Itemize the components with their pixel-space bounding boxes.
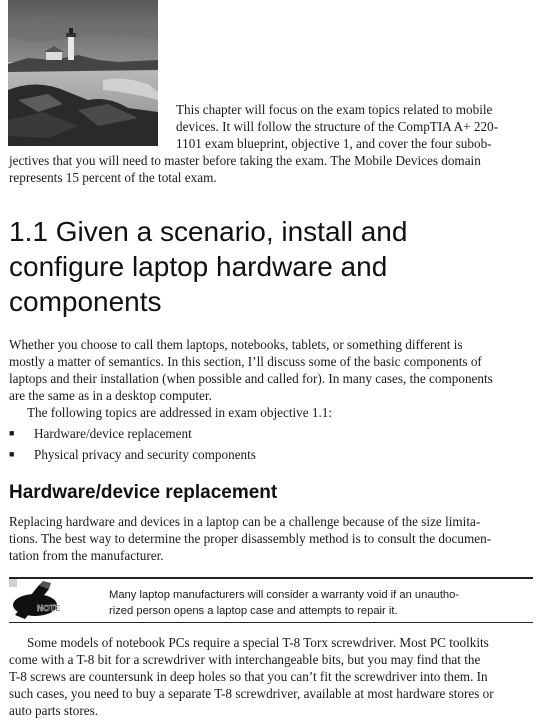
intro-text-right [176, 101, 532, 152]
paragraph-line: Some models of notebook PCs require a special T-8 Torx screwdriver. Most PC toolkits [27, 635, 489, 650]
chapter-photo [8, 0, 158, 146]
note-bottom-rule [9, 622, 533, 623]
list-item-text: Hardware/device replacement [34, 426, 192, 441]
subsection-heading: Hardware/device replacement [9, 482, 278, 503]
note-line: Many laptop manufacturers will consider a warranty void if an unautho- [109, 589, 460, 601]
paragraph-line: tation from the manufacturer. [9, 548, 164, 563]
paragraph-line: such cases, you need to buy a separate T-8 screwdriver, available at most hardware stores or [9, 686, 494, 701]
paragraph-line: auto parts stores. [9, 703, 98, 718]
heading-line: 1.1 Given a scenario, install and [9, 216, 408, 247]
section-paragraph [9, 336, 533, 421]
heading-line: components [9, 286, 162, 317]
list-item-text: Physical privacy and security components [34, 447, 256, 462]
section-heading [9, 214, 533, 319]
paragraph-line: Whether you choose to call them laptops, notebooks, tablets, or something different is [9, 337, 463, 352]
topics-list [9, 423, 533, 465]
paragraph-line: laptops and their installation (when possible and called for). In many cases, the components [9, 371, 493, 386]
intro-line: This chapter will focus on the exam topics related to mobile [176, 102, 493, 117]
paragraph-line: T-8 screws are countersunk in deep holes so that you can’t fit the screwdriver into them. In [9, 669, 488, 684]
paragraph-line: Replacing hardware and devices in a laptop can be a challenge because of the size limita- [9, 514, 481, 529]
paragraph-line: mostly a matter of semantics. In this section, I’ll discuss some of the basic components of [9, 354, 482, 369]
heading-line: configure laptop hardware and [9, 251, 388, 282]
intro-line: 1101 exam blueprint, objective 1, and cover the four subob- [176, 136, 492, 151]
intro-line: represents 15 percent of the total exam. [9, 170, 217, 185]
lighthouse-image [8, 0, 158, 146]
closing-paragraph [9, 634, 533, 719]
note-label: NOTE [37, 603, 61, 613]
paragraph-line: come with a T-8 bit for a screwdriver with interchangeable bits, but you may find that the [9, 652, 481, 667]
paragraph-line: tions. The best way to determine the proper disassembly method is to consult the documen- [9, 531, 492, 546]
bullet-icon: ■ [9, 449, 15, 459]
bullet-icon: ■ [9, 428, 15, 438]
note-text [109, 587, 529, 619]
note-pencil-icon [9, 579, 69, 619]
list-item [9, 423, 533, 444]
paragraph-line: are the same as in a desktop computer. [9, 388, 212, 403]
note-top-rule [9, 577, 533, 579]
intro-line: jectives that you will need to master before taking the exam. The Mobile Devices domain [9, 153, 481, 168]
list-item [9, 444, 533, 465]
intro-text-full [9, 152, 533, 186]
note-box [9, 577, 533, 623]
intro-line: devices. It will follow the structure of the CompTIA A+ 220- [176, 119, 499, 134]
note-line: rized person opens a laptop case and attempts to repair it. [109, 605, 398, 617]
topics-intro: The following topics are addressed in exam objective 1.1: [27, 405, 333, 420]
subsection-paragraph [9, 513, 533, 564]
